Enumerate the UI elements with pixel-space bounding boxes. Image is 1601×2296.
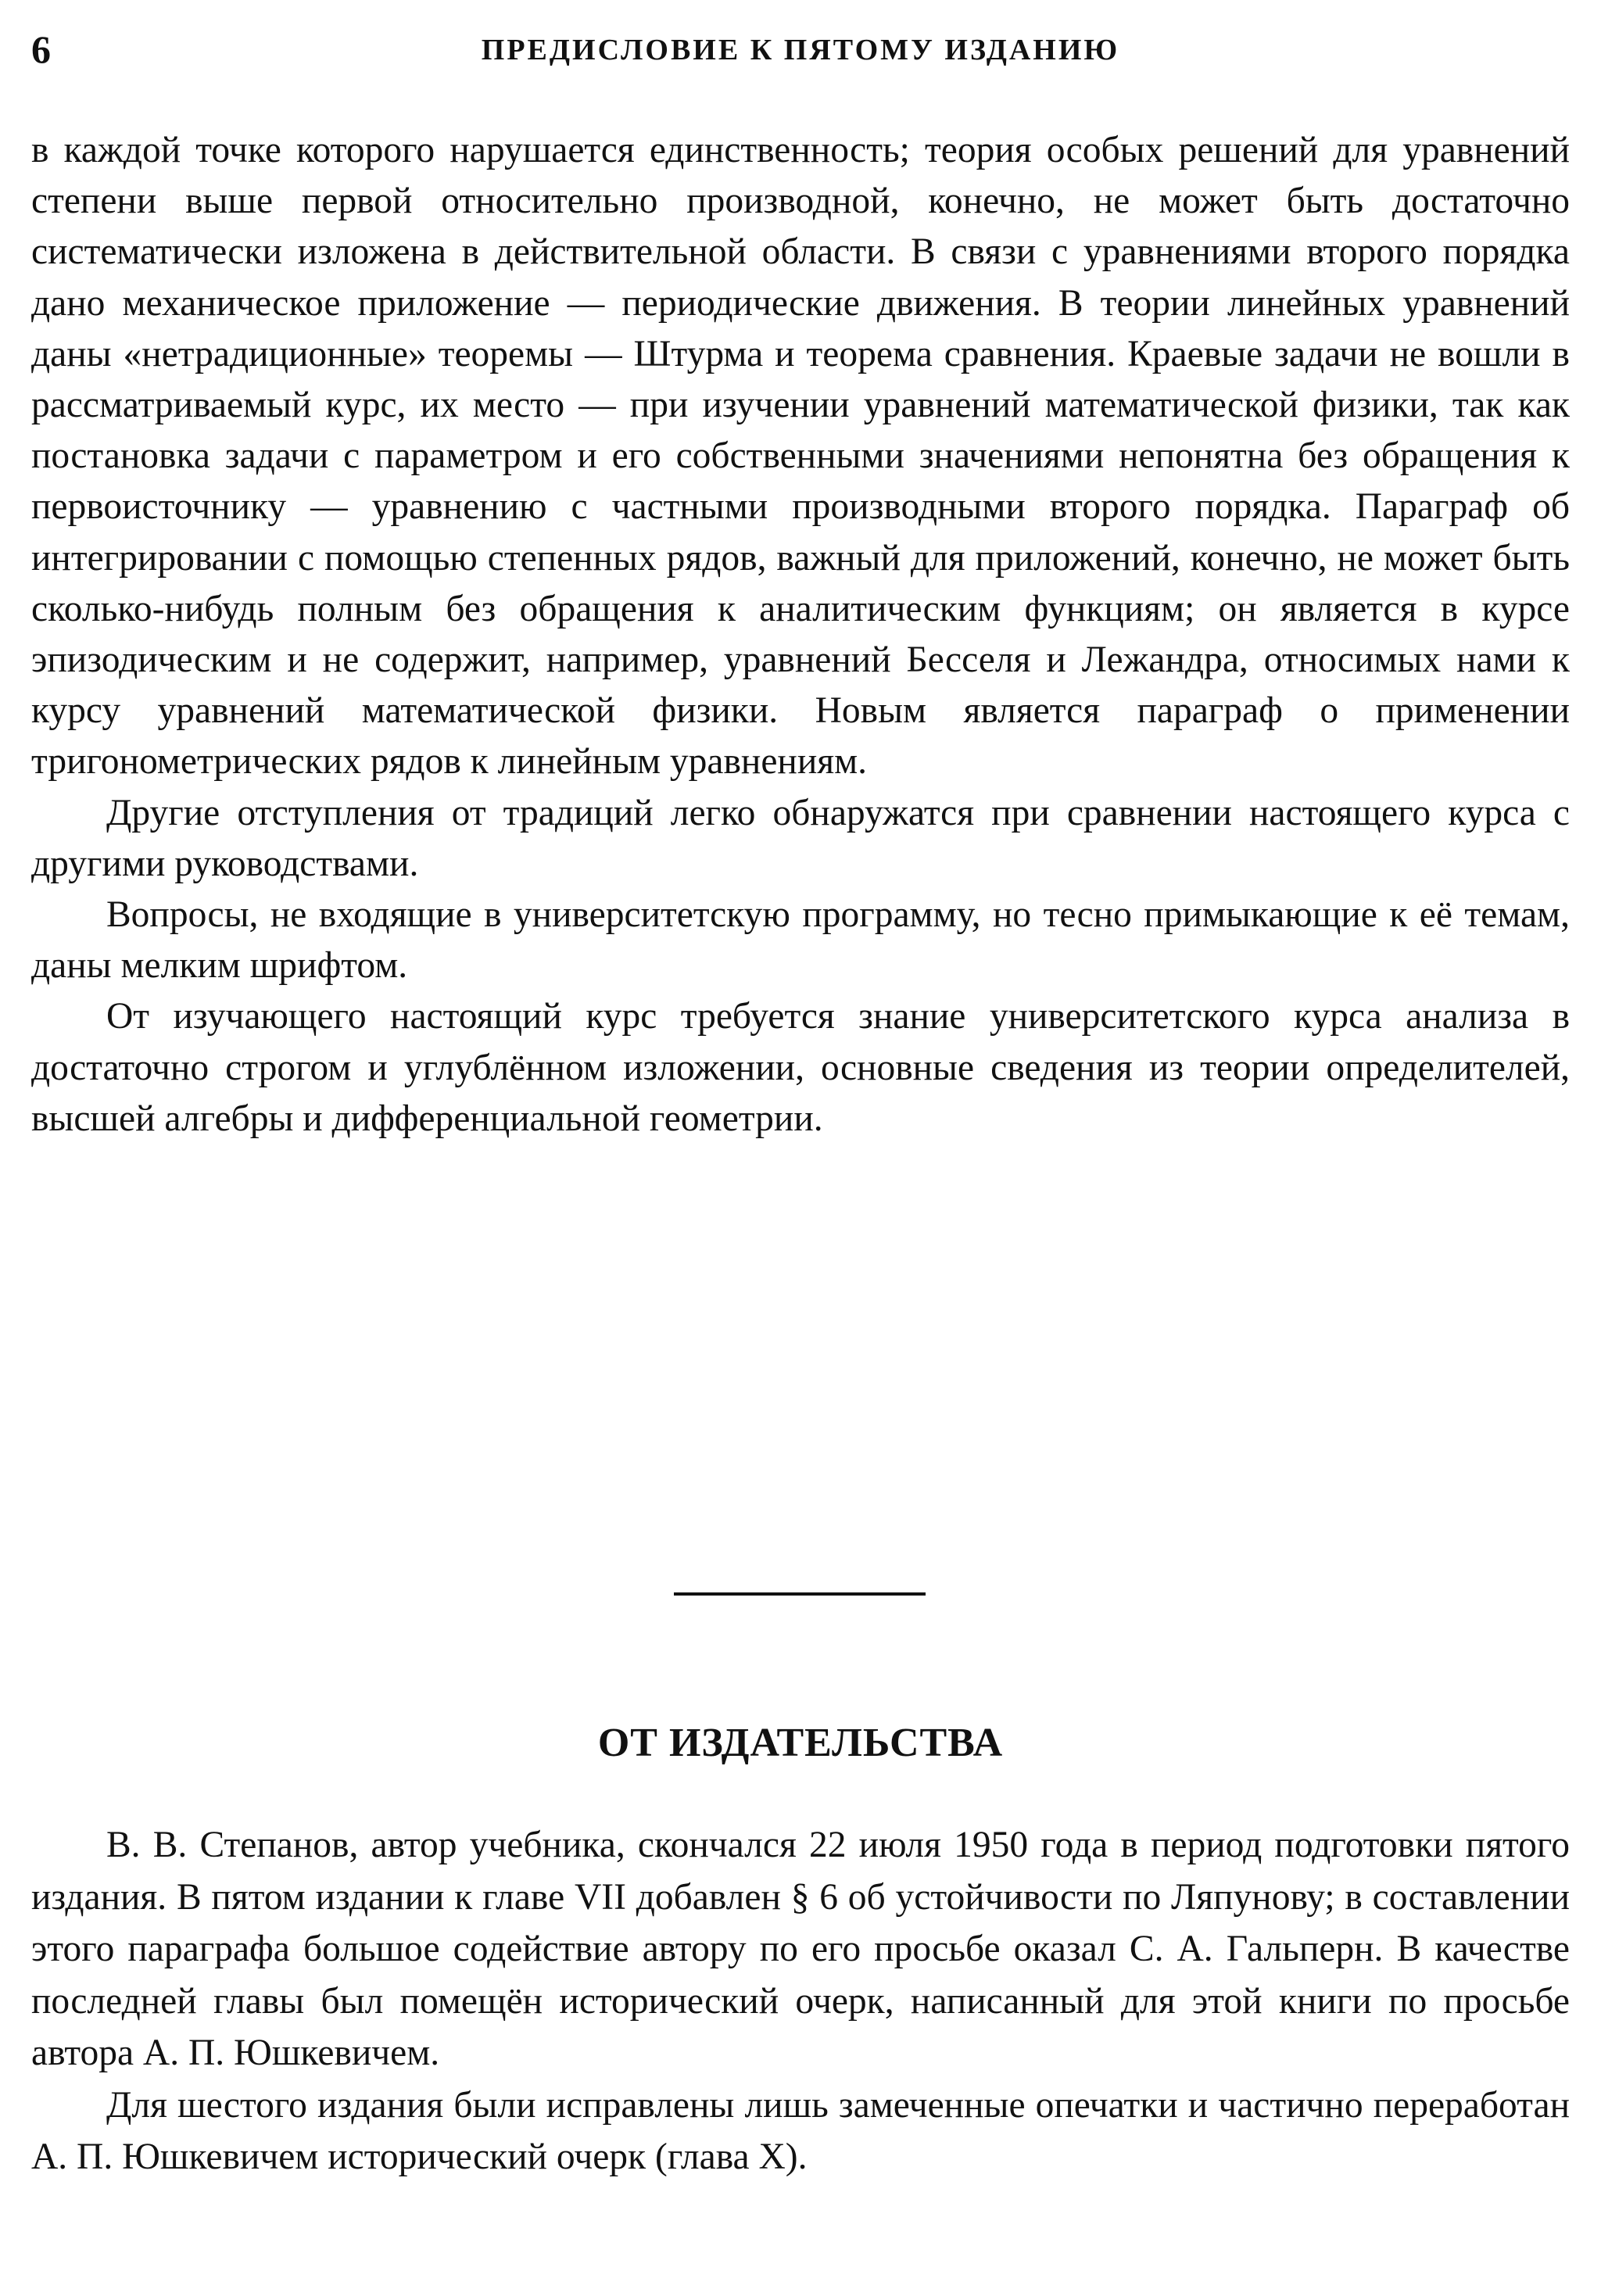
publisher-paragraph: Для шестого издания были исправлены лишь замеченные опечатки и частично переработан А. П. Юшкевичем исторический очерк (глава X).	[31, 2084, 1570, 2177]
preface-paragraph: От изучающего настоящий курс требуется знание университетского курса анализа в достаточно строгом и углублённом изложении, основные сведения из теории определителей, высшей алгебры и дифференциальной геометрии.	[31, 996, 1570, 1139]
running-head-title: ПРЕДИСЛОВИЕ К ПЯТОМУ ИЗДАНИЮ	[481, 34, 1120, 66]
preface-paragraph-continuation: в каждой точке которого нарушается единственность; теория особых решений для уравнений степени выше первой относительно производной, конечно, не может быть достаточно систематически изложена в действительной области. В связи с уравнениями второго порядка дано механическое приложение — периодические движения. В теории линейных уравнений даны «нетрадиционные» теоремы — Штурма и теорема сравнения. Краевые задачи не вошли в рассматриваемый курс, их место — при изучении уравнений математической физики, так как постановка задачи с параметром и его собственными значениями непонятна без обращения к первоисточнику — уравнению с частными производными второго порядка. Параграф об интегрировании с помощью степенных рядов, важный для приложений, конечно, не может быть сколько-нибудь полным без обращения к аналитическим функциям; он является в курсе эпизодическим и не содержит, например, уравнений Бесселя и Лежандра, относимых нами к курсу уравнений математической физики. Новым является параграф о применении тригонометрических рядов к линейным уравнениям.	[31, 130, 1570, 783]
publisher-paragraph: В. В. Степанов, автор учебника, скончался 22 июля 1950 года в период подготовки пятого издания. В пятом издании к главе VII добавлен § 6 об устойчивости по Ляпунову; в составлении этого параграфа большое содействие автору по его просьбе оказал С. А. Гальперн. В качестве последней главы был помещён исторический очерк, написанный для этой книги по просьбе автора А. П. Юшкевичем.	[31, 1825, 1570, 2073]
document-page	[31, 0, 1570, 2296]
preface-body	[31, 125, 1570, 1144]
section-heading: ОТ ИЗДАТЕЛЬСТВА	[597, 1721, 1004, 1765]
preface-paragraph: Другие отступления от традиций легко обнаружатся при сравнении настоящего курса с другими руководствами.	[31, 792, 1570, 884]
publisher-note-body	[31, 1819, 1570, 2183]
running-head	[31, 22, 1570, 77]
preface-paragraph: Вопросы, не входящие в университетскую программу, но тесно примыкающие к её темам, даны мелким шрифтом.	[31, 894, 1570, 987]
section-separator-rule	[674, 1592, 926, 1596]
page-number: 6	[31, 27, 51, 71]
